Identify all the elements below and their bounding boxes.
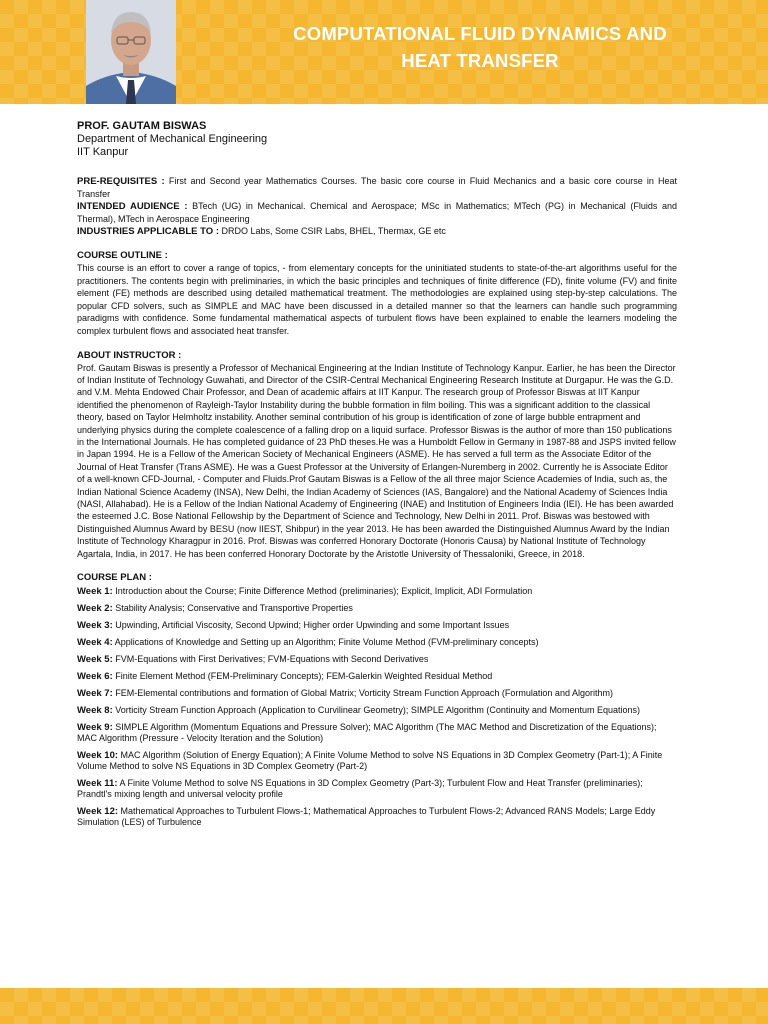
instructor-block xyxy=(77,120,677,159)
course-plan-week xyxy=(77,806,677,828)
prerequisites-label: PRE-REQUISITES : xyxy=(77,176,165,187)
week-label: Week 5: xyxy=(77,654,113,666)
week-topics: Mathematical Approaches to Turbulent Flows-1; Mathematical Approaches to Turbulent Flows-2; Advanced RANS Models; Large Eddy Simulation (LES) of Turbulence xyxy=(77,806,656,828)
main-content xyxy=(77,120,677,828)
week-label: Week 4: xyxy=(77,637,113,649)
course-outline-section xyxy=(77,250,677,338)
week-topics: Vorticity Stream Function Approach (Application to Curvilinear Geometry); SIMPLE Algorithm (Continuity and Momentum Equations) xyxy=(115,705,640,716)
industries-applicable xyxy=(77,225,677,238)
week-label: Week 11: xyxy=(77,778,118,790)
course-plan-week xyxy=(77,637,677,648)
course-plan-heading: COURSE PLAN : xyxy=(77,572,152,584)
intended-audience-text: BTech (UG) in Mechanical. Chemical and Aerospace; MSc in Mathematics; MTech (PG) in Mechanical (Fluids and Thermal), MTech in Aerospace Engineering xyxy=(77,201,677,224)
course-plan-section xyxy=(77,572,677,828)
industries-text: DRDO Labs, Some CSIR Labs, BHEL, Thermax, GE etc xyxy=(221,226,446,236)
course-plan-weeks xyxy=(77,586,677,828)
about-instructor-text: Prof. Gautam Biswas is presently a Professor of Mechanical Engineering at the Indian Institute of Technology Kanpur. Earlier, he has been the Director of Indian Institute of Technology Guwahati, and Director of the CSIR-Central Mechanical Engineering Research Institute at Durgapur. He was the G.D. and V.M. Mehta Endowed Chair Professor, and Dean of academic affairs at IIT Kanpur. The research group of Professor Biswas at IIT Kanpur identified the phenomenon of Rayleigh-Taylor Instability during the bubble formation in film boiling. This was a significant addition to the classical theory, based on Taylor Helmholtz instability. Another seminal contribution of his group is identification of zone of large bubble entrapment and underlying physics during the complete coalescence of a falling drop on a liquid surface. Professor Biswas is the author of more than 150 publications in the International Journals. He has completed guidance of 23 PhD theses.He was a Humboldt Fellow in Germany in 1987-88 and JSPS invited fellow in Japan 1994. He is a Fellow of the American Society of Mechanical Engineers (ASME). He has served a full term as the Associate Editor of the Journal of Heat Transfer (Trans ASME). He was a Guest Professor at the University of Erlangen-Nuremberg in 2002. Currently he is Associate Editor of a well-known CFD-Journal, - Computer and Fluids.Prof Gautam Biswas is a Fellow of the all three major Science Academies of India, such as, the Indian National Science Academy (INSA), New Delhi, the Indian Academy of Sciences (IAS, Bangalore) and the National Academy of Sciences India (NASI, Allahabad). He is a Fellow of the Indian National Academy of Engineering (INAE) and Institution of Engineers India (IEI). He has been awarded the esteemed J.C. Bose National Fellowship by the Department of Science and Technology, New Delhi in 2011. Prof. Biswas was bestowed with Distinguished Alumnus Award by BESU (now IIEST, Shibpur) in the year 2013. He has been awarded the Distinguished Alumnus Award by the Indian Institute of Technology Kharagpur in 2016. Prof. Biswas was conferred Honorary Doctorate (Honoris Causa) by National Institute of Technology Agartala, India, in 2017. He has been conferred Honorary Doctorate by the Aristotle University of Thessaloniki, Greece, in 2018. xyxy=(77,362,676,559)
course-plan-week xyxy=(77,671,677,682)
instructor-portrait-image xyxy=(86,0,176,104)
week-label: Week 9: xyxy=(77,722,113,734)
instructor-photo xyxy=(86,0,176,104)
week-label: Week 8: xyxy=(77,705,113,717)
week-topics: Introduction about the Course; Finite Difference Method (preliminaries); Explicit, Implicit, ADI Formulation xyxy=(115,586,533,597)
header-banner xyxy=(0,0,768,104)
week-topics: SIMPLE Algorithm (Momentum Equations and Pressure Solver); MAC Algorithm (The MAC Method and Discretization of the Equations); MAC Algorithm (Pressure - Velocity Iteration and the Solution) xyxy=(77,722,657,744)
course-plan-week xyxy=(77,654,677,665)
course-plan-week xyxy=(77,778,677,800)
course-plan-week xyxy=(77,688,677,699)
intended-audience-label: INTENDED AUDIENCE : xyxy=(77,201,188,212)
course-title-line-2: HEAT TRANSFER xyxy=(401,50,559,71)
week-label: Week 1: xyxy=(77,586,113,598)
course-plan-week xyxy=(77,603,677,614)
week-topics: Stability Analysis; Conservative and Transportive Properties xyxy=(115,603,353,614)
instructor-name: PROF. GAUTAM BISWAS xyxy=(77,120,207,132)
course-plan-week xyxy=(77,722,677,744)
week-label: Week 12: xyxy=(77,806,119,818)
course-title-line-1: COMPUTATIONAL FLUID DYNAMICS AND xyxy=(293,23,667,44)
intended-audience xyxy=(77,200,677,225)
course-plan-week xyxy=(77,586,677,597)
course-outline-text: This course is an effort to cover a range of topics, - from elementary concepts for the uninitiated students to state-of-the-art algorithms useful for the practitioners. The contents begin with preliminaries, in which the basic principles and techniques of finite difference (FD), finite volume (FV) and finite element (FE) methods are described using detailed mathematical treatment. The methodologies are explained using step-by-step calculations. The popular CFD solvers, such as SIMPLE and MAC have been discussed in a detailed manner so that the learners can handle such programming paradigms with confidence. Some fundamental mathematical aspects of turbulent flows have been explained to enable the learners modeling the complex turbulent flows and associated heat transfer. xyxy=(77,263,677,336)
week-topics: FEM-Elemental contributions and formation of Global Matrix; Vorticity Stream Function Approach (Formulation and Algorithm) xyxy=(115,688,613,699)
course-plan-week xyxy=(77,705,677,716)
week-topics: MAC Algorithm (Solution of Energy Equation); A Finite Volume Method to solve NS Equations in 3D Complex Geometry (Part-1); A Finite Volume Method to solve NS Equations in 3D Complex Geometry (Part-2) xyxy=(77,750,663,772)
week-label: Week 3: xyxy=(77,620,113,632)
week-label: Week 2: xyxy=(77,603,113,615)
week-topics: FVM-Equations with First Derivatives; FVM-Equations with Second Derivatives xyxy=(115,654,429,665)
week-label: Week 7: xyxy=(77,688,113,700)
instructor-department: Department of Mechanical Engineering xyxy=(77,133,268,145)
course-plan-week xyxy=(77,620,677,631)
industries-label: INDUSTRIES APPLICABLE TO : xyxy=(77,226,219,237)
week-topics: Upwinding, Artificial Viscosity, Second Upwind; Higher order Upwinding and some Important Issues xyxy=(115,620,510,631)
week-topics: A Finite Volume Method to solve NS Equations in 3D Complex Geometry (Part-3); Turbulent Flow and Heat Transfer (preliminaries); Prandtl's mixing length and universal velocity profile xyxy=(77,778,643,800)
instructor-institute: IIT Kanpur xyxy=(77,146,129,158)
week-topics: Applications of Knowledge and Setting up an Algorithm; Finite Volume Method (FVM-preliminary concepts) xyxy=(114,637,539,648)
prerequisites-text: First and Second year Mathematics Courses. The basic core course in Fluid Mechanics and a basic core course in Heat Transfer xyxy=(77,176,677,199)
week-label: Week 10: xyxy=(77,750,119,762)
course-plan-week xyxy=(77,750,677,772)
course-title xyxy=(220,20,740,74)
week-label: Week 6: xyxy=(77,671,113,683)
footer-banner xyxy=(0,988,768,1024)
prerequisites xyxy=(77,175,677,200)
week-topics: Finite Element Method (FEM-Preliminary Concepts); FEM-Galerkin Weighted Residual Method xyxy=(115,671,493,682)
about-instructor-section xyxy=(77,350,677,561)
about-instructor-heading: ABOUT INSTRUCTOR : xyxy=(77,349,182,361)
course-outline-heading: COURSE OUTLINE : xyxy=(77,250,168,261)
